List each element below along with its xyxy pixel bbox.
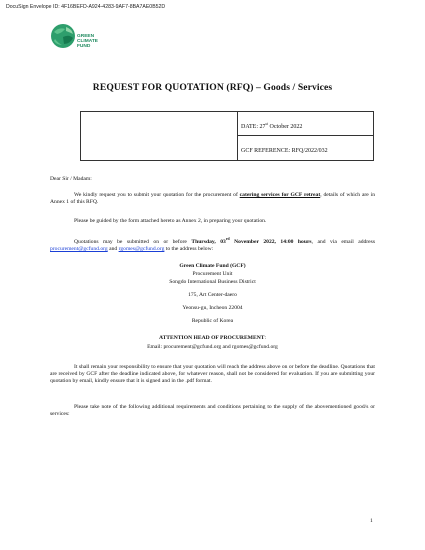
para3-mid: , and via email address [311,238,375,245]
para1-end: , details of which are in Annex 1 of this RFQ. [50,192,375,206]
procurement-email-link[interactable]: procurement@gcfund.org [50,246,108,253]
logo-wordmark [77,34,98,50]
paragraph-5: Please take note of the following additional requirements and conditions pertaining to the supply of the abovementioned good/s or services: [50,404,375,418]
deadline-day: Thursday, 03 [191,238,226,245]
date-suffix: October 2022 [268,124,303,130]
date-cell [241,122,302,130]
attention-colon: : [264,335,267,341]
date-superscript: st [265,122,269,126]
reference-cell: GCF REFERENCE: RFQ/2022/032 [241,148,328,154]
paragraph-1 [50,192,375,206]
logo-line-1: GREEN [77,34,95,39]
address-country: Republic of Korea [191,318,234,324]
para3-text: Quotations may be submitted on or before [74,238,192,245]
address-unit: Procurement Unit [192,271,233,277]
table-row-divider [237,135,373,136]
para1-service: catering services for GCF retreat [239,192,321,198]
para3-and: and [107,246,119,253]
globe-logo-icon [50,23,76,49]
salutation: Dear Sir / Madam: [50,176,92,182]
paragraph-3 [50,236,375,253]
table-vertical-divider [237,112,238,160]
paragraph-2: Please be guided by the form attached hereto as Annex 2, in preparing your quotation. [74,218,267,224]
attention-email: Email: procurement@gcfund.org and rgomes@gcfund.org [147,344,278,350]
document-title: REQUEST FOR QUOTATION (RFQ) – Goods / Services [92,82,333,93]
logo-line-3: FUND [77,44,91,50]
deadline-superscript: rd [225,237,230,241]
para3-end: to the address below: [164,246,214,253]
address-street: 175, Art Center-daero [188,292,237,298]
attention-heading-text: ATTENTION HEAD OF PROCUREMENT [158,335,265,341]
logo-line-2: CLIMATE [77,39,98,45]
address-city: Yeonsu-gu, Incheon 22004 [182,305,243,311]
date-prefix: DATE: 27 [241,124,266,130]
envelope-id: DocuSign Envelope ID: 4F16BEFD-A924-4283-9AF7-8BA7AE0B52D [6,4,166,10]
gcf-logo [50,22,98,50]
address-org: Green Climate Fund (GCF) [179,263,246,269]
reference-table [80,111,374,161]
rgomes-email-link[interactable]: rgomes@gcfund.org [118,246,165,253]
page-number: 1 [370,518,373,524]
deadline-time: November 2022, 14:00 hours [229,238,312,245]
para1-text: We kindly request you to submit your quotation for the procurement of [74,192,240,198]
paragraph-4: It shall remain your responsibility to ensure that your quotation will reach the address above on or before the deadline. Quotations that are received by GCF after the deadline indicated above, for whatever reason, shall not be considered for evaluation. If you are submitting your quotation by email, kindly ensure that it is signed and in the .pdf format. [50,364,375,385]
attention-heading [0,335,425,343]
address-district: Songdo International Business District [169,279,256,285]
